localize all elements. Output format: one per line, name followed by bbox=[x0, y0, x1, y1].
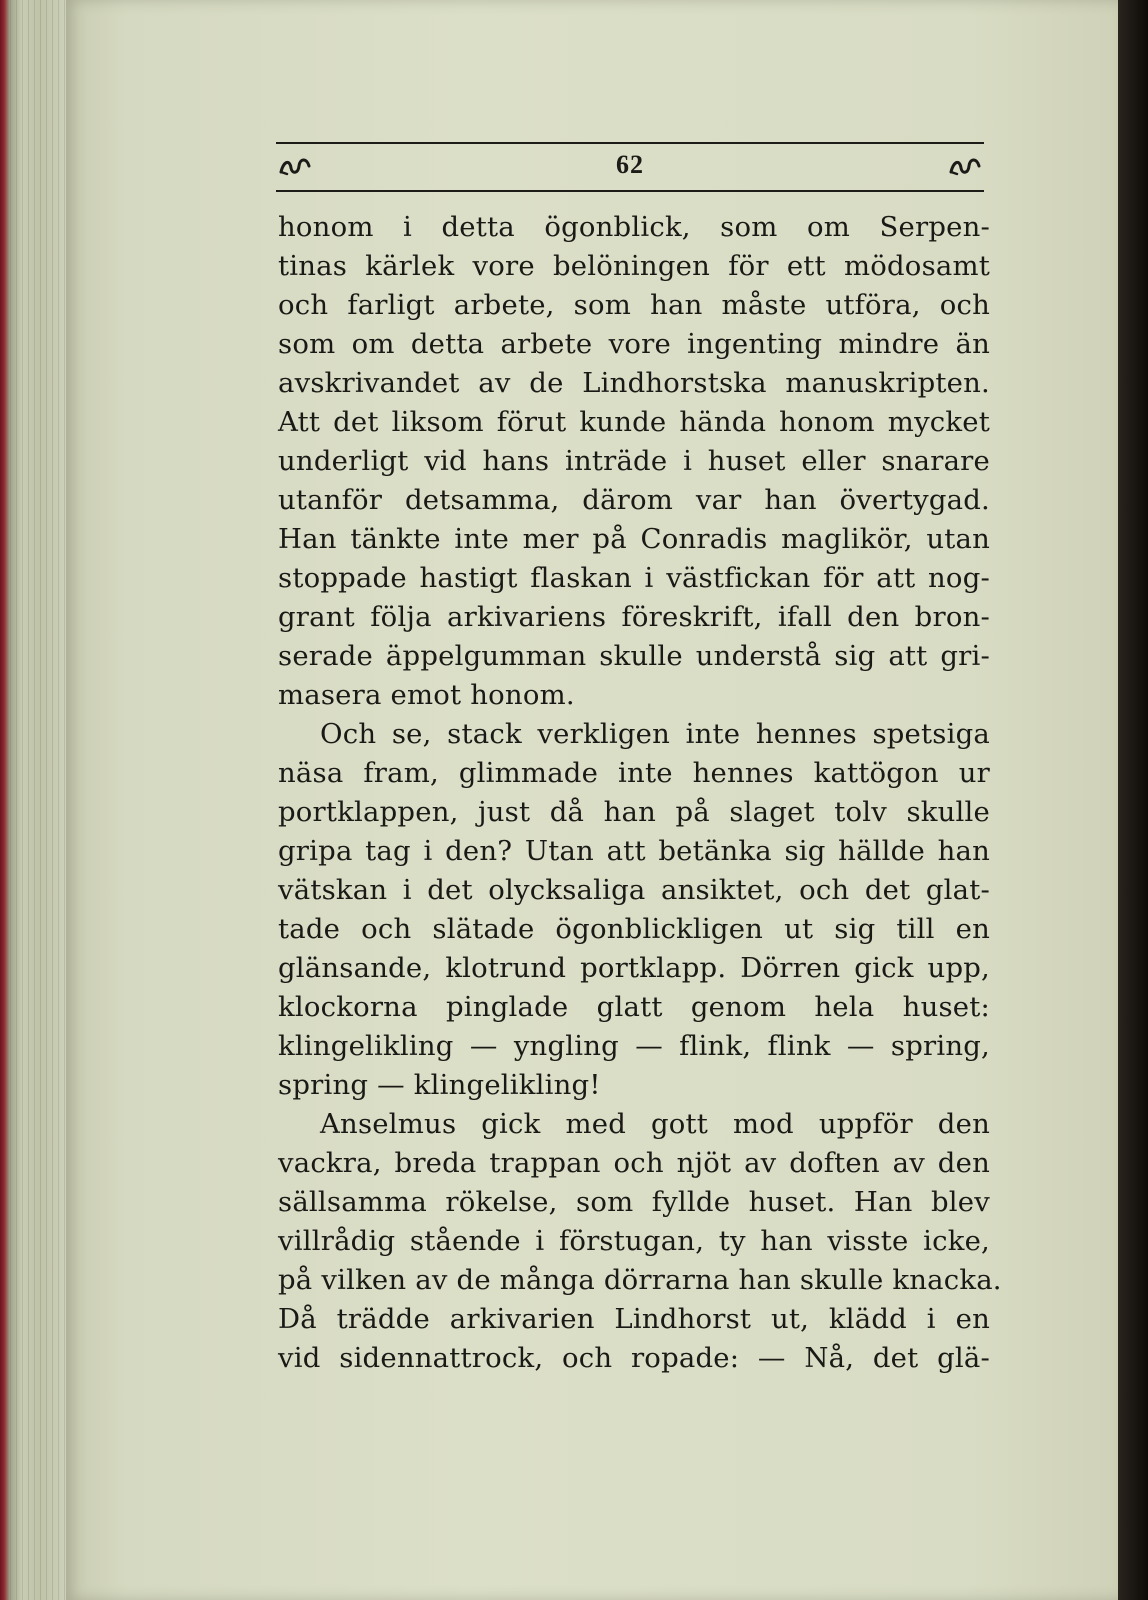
header-rule-bottom bbox=[276, 190, 984, 192]
text-line: som om detta arbete vore ingenting mindre än bbox=[278, 328, 990, 360]
text-line: stoppade hastigt flaskan i västfickan för att nog- bbox=[278, 562, 990, 594]
running-header bbox=[276, 142, 984, 194]
text-line: vid sidennattrock, och ropade: — Nå, det glä- bbox=[278, 1342, 990, 1374]
text-line: Han tänkte inte mer på Conradis maglikör, utan bbox=[278, 523, 990, 555]
text-line: Anselmus gick med gott mod uppför den bbox=[320, 1108, 990, 1140]
text-line: klockorna pinglade glatt genom hela huset: bbox=[278, 991, 990, 1023]
text-line: honom i detta ögonblick, som om Serpen- bbox=[278, 211, 990, 243]
text-line: Att det liksom förut kunde hända honom mycket bbox=[278, 406, 990, 438]
text-line: avskrivandet av de Lindhorstska manuskripten. bbox=[278, 367, 990, 399]
text-line: gripa tag i den? Utan att betänka sig hällde han bbox=[278, 835, 990, 867]
ornament-icon bbox=[948, 152, 982, 180]
text-line: tade och slätade ögonblickligen ut sig till en bbox=[278, 913, 990, 945]
text-line: underligt vid hans inträde i huset eller snarare bbox=[278, 445, 990, 477]
text-line: glänsande, klotrund portklapp. Dörren gick upp, bbox=[278, 952, 990, 984]
text-line: på vilken av de många dörrarna han skulle knacka. bbox=[278, 1264, 1002, 1296]
text-line: näsa fram, glimmade inte hennes kattögon ur bbox=[278, 757, 990, 789]
text-line: vätskan i det olycksaliga ansiktet, och det glat- bbox=[278, 874, 990, 906]
text-line: utanför detsamma, därom var han övertygad. bbox=[278, 484, 990, 516]
text-line: masera emot honom. bbox=[278, 679, 575, 711]
text-line: spring — klingelikling! bbox=[278, 1069, 601, 1101]
text-line: serade äppelgumman skulle understå sig att gri- bbox=[278, 640, 990, 672]
text-line: Då trädde arkivarien Lindhorst ut, klädd i en bbox=[278, 1303, 990, 1335]
header-rule-top bbox=[276, 142, 984, 144]
binding-shadow bbox=[1118, 0, 1148, 1600]
text-line: vackra, breda trappan och njöt av doften av den bbox=[278, 1147, 990, 1179]
text-line: villrådig stående i förstugan, ty han visste icke, bbox=[278, 1225, 990, 1257]
text-line: grant följa arkivariens föreskrift, ifall den bron- bbox=[278, 601, 990, 633]
text-line: portklappen, just då han på slaget tolv skulle bbox=[278, 796, 990, 828]
text-line: tinas kärlek vore belöningen för ett mödosamt bbox=[278, 250, 990, 282]
body-text bbox=[278, 208, 1002, 1378]
text-line: sällsamma rökelse, som fyllde huset. Han blev bbox=[278, 1186, 990, 1218]
page-number: 62 bbox=[616, 150, 644, 179]
text-line: Och se, stack verkligen inte hennes spetsiga bbox=[320, 718, 990, 750]
page-stack-edge bbox=[0, 0, 70, 1600]
text-line: klingelikling — yngling — flink, flink — spring, bbox=[278, 1030, 990, 1062]
text-line: och farligt arbete, som han måste utföra, och bbox=[278, 289, 990, 321]
